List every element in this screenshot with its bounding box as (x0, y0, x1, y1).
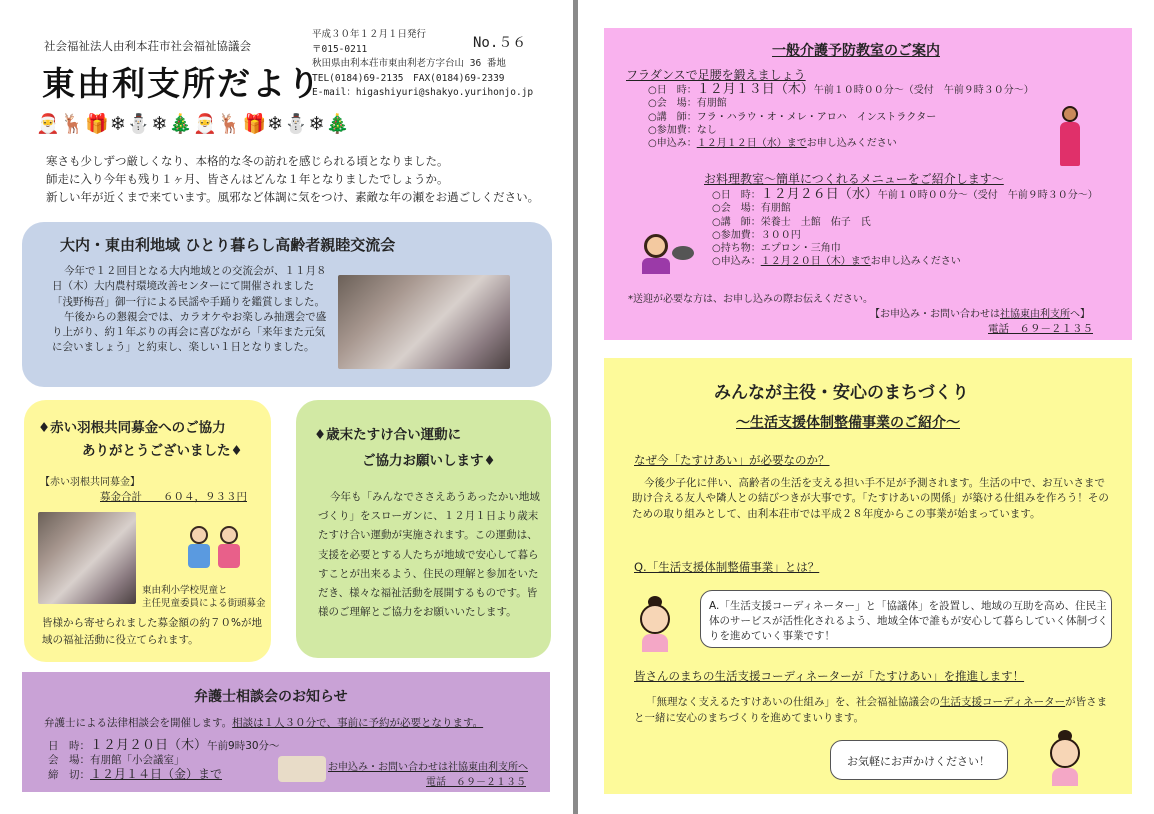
answer-speech-bubble (700, 590, 1112, 648)
date-value: １２月２０日（木） (90, 738, 208, 753)
caption-line: 主任児童委員による街頭募金 (142, 598, 266, 609)
issue-date: 平成３０年１２月１日発行 (312, 29, 427, 40)
cook-date-row (712, 188, 1098, 202)
contact-prefix: 【お申込み・お問い合わせは (870, 309, 1000, 320)
photo-caption (142, 584, 266, 610)
promotion-line: 皆さんのまちの生活支援コーディネーターが「たすけあい」を推進します！ (634, 669, 1025, 683)
postal-code: 〒015-0211 (312, 43, 368, 55)
call-speech-bubble (830, 740, 1008, 780)
date-value: １２月１３日（木） (696, 82, 814, 97)
exchange-meeting-photo (338, 275, 510, 369)
venue-label: 会 場： (48, 754, 90, 766)
hula-apply-row (648, 137, 1034, 150)
apply-label: ○申込み： (648, 138, 697, 150)
cooking-woman-illustration (638, 228, 696, 274)
contact-suffix: へ】 (1070, 309, 1090, 320)
section-title: 弁護士相談会のお知らせ (194, 689, 348, 705)
closing-text (634, 694, 1114, 726)
section-title: 一般介護予防教室のご案内 (772, 43, 940, 59)
apply-deadline: １２月１２日（水）まで (696, 138, 807, 150)
answer-why: 今後少子化に伴い、高齢者の生活を支える担い手不足が予測されます。生活の中で、お互いさまで助け合える友人や隣人との結びつきが大事です。「たすけあいの関係」が築ける仕組みを作ろう！そのための取り組みとして、由利本荘市では平成２８年度からこの事業が始まっています。 (632, 477, 1109, 520)
cook-teacher: ○講 師：栄養士 土館 佑子 氏 (712, 216, 871, 228)
reservation-note: 相談は１人３０分で、事前に予約が必要となります。 (232, 717, 484, 729)
phone-number: 電話 ６９－２１３５ (988, 323, 1093, 335)
exchange-text (52, 264, 330, 356)
hula-dancer-illustration (1052, 106, 1088, 168)
section-title: ♦歳末たすけ合い運動に (314, 427, 462, 443)
intro-text (46, 152, 539, 206)
closing-part: が皆さまと一緒に安心のまちづくりを進めてまいります。 (634, 696, 1108, 724)
section-title: ♦赤い羽根共同募金へのご協力 (38, 420, 226, 436)
hula-teacher: ○講 師：フラ・ハラウ・オ・メレ・アロハ インストラクター (648, 111, 937, 123)
paragraph: 今年で１２回目となる大内地域との交流会が、１１月８日（木）大内農村環境改善センターにて開催されました「浅野梅吾」御一行による民謡や手踊りを鑑賞しました。 (52, 265, 327, 308)
hula-date-row (648, 83, 1034, 97)
date-label: ○日 時： (648, 85, 697, 96)
venue-row (48, 753, 280, 767)
transport-note: *送迎が必要な方は、お申し込みの際お伝えください。 (628, 294, 873, 305)
closing-part: 「無理なく支えるたすけあいの仕組み」を、社会福祉協議会の (646, 696, 940, 708)
section-title-line2: ご協力お願いします♦ (362, 453, 496, 469)
apply-label: ○申込み： (712, 256, 761, 268)
deadline-label: 締 切： (48, 769, 90, 781)
community-building-section (604, 358, 1132, 794)
hula-venue: ○会 場：有朋館 (648, 98, 727, 110)
phone-number: 電話 ６９－２１３５ (426, 777, 526, 788)
street-fundraising-photo (38, 512, 136, 604)
christmas-decoration-banner: 🎅🦌🎁❄⛄❄🎄🎅🦌🎁❄⛄❄🎄 (36, 113, 351, 135)
phone-fax: TEL(0184)69-2135 FAX(0184)69-2339 (312, 72, 505, 84)
intro-line: 師走に入り今年も残り１ヶ月、皆さんはどんな１年となりましたでしょうか。 (46, 172, 449, 186)
call-text: お気軽にお声かけください！ (847, 755, 990, 768)
year-end-campaign-section (296, 400, 551, 658)
red-feather-section (24, 400, 271, 662)
lawyer-consultation-section (22, 672, 550, 792)
hula-class-title: フラダンスで足腰を鍛えましょう (626, 68, 806, 82)
cook-apply-row (712, 255, 1098, 268)
campaign-text: 今年も「みんなでささえあうあったかい地域づくり」をスローガンに、１２月１日より歳末たすけ合い運動が実施されます。この運動は、支援を必要とする人たちが地域で安心して暮らすことが出来るよう、住民の理解と参加をいただき、様々な福祉活動を展開するものです。皆様のご理解とご協力をお願いいたします。 (318, 491, 540, 619)
question-why: なぜ今「たすけあい」が必要なのか？ (634, 453, 830, 467)
apply-suffix: お申し込みください (870, 256, 961, 268)
time-value: 午前9時30分～ (207, 740, 280, 752)
time-value: 午前１０時００分～（受付 午前９時３０分～） (877, 190, 1098, 201)
deadline-row (48, 767, 280, 782)
section-title: みんなが主役・安心のまちづくり (714, 383, 969, 403)
children-illustration (184, 524, 254, 570)
contact-office: 社協東由利支所 (1000, 309, 1070, 320)
caption-line: 東由利小学校児童と (142, 585, 228, 596)
cook-fee: ○参加費：３００円 (712, 229, 801, 241)
deadline-value: １２月１４日（金）まで (90, 767, 223, 781)
newsletter-title: 東由利支所だより (42, 64, 322, 103)
hula-class-details (648, 83, 1034, 150)
date-label: ○日 時： (712, 190, 761, 201)
page-divider (573, 0, 578, 814)
fund-usage-text: 皆様から寄せられました募金額の約７０%が地域の福祉活動に役立てられます。 (42, 617, 262, 646)
apply-deadline: １２月２０日（木）まで (760, 256, 871, 268)
issue-number: No.５６ (473, 35, 527, 51)
cook-items: ○持ち物：エプロン・三角巾 (712, 243, 841, 255)
date-row (48, 739, 280, 753)
date-label: 日 時： (48, 740, 90, 752)
answer-what: A.「生活支援コーディネーター」と「協議体」を設置し、地域の互助を高め、住民主体のサービスが活性化されるよう、地域全体で誰もが安心して暮らしていく体制づくりを進めていく事業です！ (709, 600, 1108, 642)
apply-suffix: お申し込みください (806, 138, 897, 150)
question-what: Q.「生活支援体制整備事業」とは？ (634, 560, 820, 574)
intro-line: 新しい年が近くまで来ています。風邪など体調に気をつけ、素敵な年の瀬をお過ごしください。 (46, 190, 540, 204)
cooking-class-details (712, 188, 1098, 269)
description-text: 弁護士による法律相談会を開催します。 (44, 717, 233, 729)
intro-line: 寒さも少しずつ厳しくなり、本格的な冬の訪れを感じられる頃となりました。 (46, 154, 449, 168)
contact-info (870, 305, 1090, 320)
cooking-class-title: お料理教室～簡単につくれるメニューをご紹介します～ (704, 172, 1004, 186)
coordinator-illustration-2 (1044, 730, 1086, 788)
fund-label: 【赤い羽根共同募金】 (40, 477, 140, 488)
coordinator-illustration (634, 596, 676, 654)
section-title-line2: ありがとうございました♦ (82, 443, 243, 459)
consultation-illustration (278, 756, 326, 782)
email: E-mail：higashiyuri@shakyo.yurihonjo.jp (312, 87, 534, 98)
date-value: １２月２６日（水） (760, 187, 878, 202)
fund-total: 募金合計 ６０４，９３３円 (100, 491, 247, 503)
contact-info: お申込み・お問い合わせは社協東由利支所へ (328, 762, 528, 773)
consultation-description (44, 715, 483, 730)
venue-value: 有朋館「小会議室」 (90, 754, 185, 766)
cook-venue: ○会 場：有朋館 (712, 203, 791, 215)
consultation-details (48, 739, 280, 782)
time-value: 午前１０時００分～（受付 午前９時３０分～） (813, 85, 1034, 96)
paragraph: 午後からの懇親会では、カラオケやお楽しみ抽選会で盛り上がり、約１年ぶりの再会に喜びながら「来年また元気に会いましょう」と約束し、楽しい１日となりました。 (52, 310, 327, 354)
coordinator-term: 生活支援コーディネーター (940, 696, 1066, 708)
care-prevention-class-section (604, 28, 1132, 340)
address: 秋田県由利本荘市東由利老方字台山 36 番地 (312, 58, 506, 69)
section-title: 大内・東由利地域 ひとり暮らし高齢者親睦交流会 (60, 236, 396, 254)
hula-fee: ○参加費：なし (648, 124, 717, 136)
organization-name: 社会福祉法人由利本荘市社会福祉協議会 (44, 39, 251, 53)
section-subtitle: ～生活支援体制整備事業のご紹介～ (736, 415, 960, 431)
